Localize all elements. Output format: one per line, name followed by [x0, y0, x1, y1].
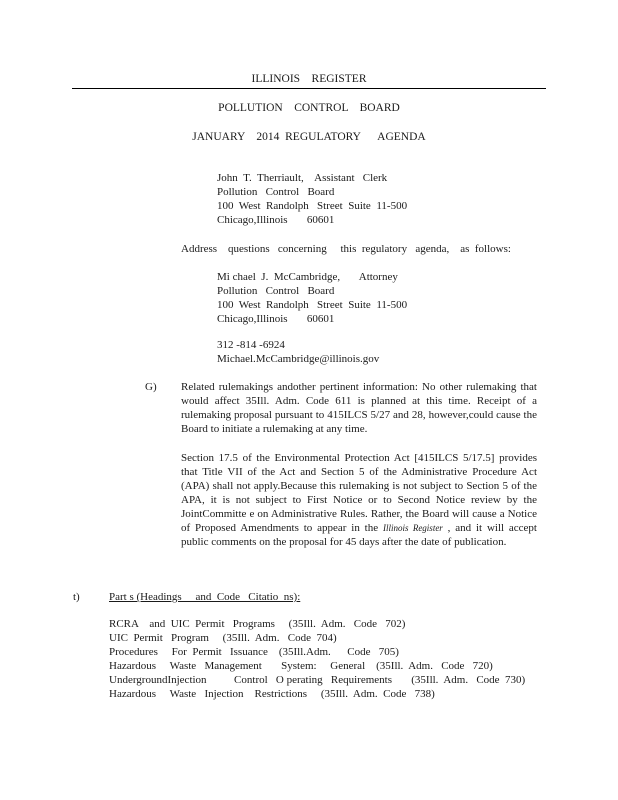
- section-g-paragraph-1: [181, 380, 537, 436]
- part-item: RCRA and UIC Permit Programs (35Ill. Adm. Code 702): [109, 618, 406, 630]
- section-g-para2: [181, 451, 537, 549]
- register-title: ILLINOIS REGISTER: [251, 73, 367, 85]
- board-title: POLLUTION CONTROL BOARD: [218, 102, 400, 114]
- contact1-line: John T. Therriault, Assistant Clerk: [217, 172, 388, 184]
- section-g-paragraph-2: [181, 451, 537, 549]
- header-divider: [72, 88, 546, 89]
- contact2-line: 100 West Randolph Street Suite 11-500: [217, 299, 408, 311]
- contact2-line: Chicago,Illinois 60601: [217, 313, 335, 325]
- contact2-line: Mi chael J. McCambridge, Attorney: [217, 271, 398, 283]
- section-t-marker: t): [73, 591, 80, 603]
- contact2-line: Pollution Control Board: [217, 285, 335, 297]
- contact1-line: Chicago,Illinois 60601: [217, 214, 335, 226]
- section-t-heading: Part s (Headings and Code Citatio ns):: [109, 591, 301, 603]
- section-g-marker: G): [145, 381, 157, 393]
- part-item: Procedures For Permit Issuance (35Ill.Adm. Code 705): [109, 646, 399, 658]
- contact1-line: Pollution Control Board: [217, 186, 335, 198]
- part-item: UndergroundInjection Control O perating Requirements (35Ill. Adm. Code 730): [109, 674, 526, 686]
- part-item: Hazardous Waste Management System: General (35Ill. Adm. Code 720): [109, 660, 493, 672]
- illinois-register-italic: Illinois Register: [382, 523, 443, 533]
- address-intro: Address questions concerning this regulatory agenda, as follows:: [181, 243, 511, 255]
- para2-text-b: , and it will accept public comments on the proposal for 45 days after the date of publication.: [181, 522, 537, 548]
- agenda-title: JANUARY 2014 REGULATORY AGENDA: [192, 131, 426, 143]
- contact1-line: 100 West Randolph Street Suite 11-500: [217, 200, 408, 212]
- part-item: Hazardous Waste Injection Restrictions (35Ill. Adm. Code 738): [109, 688, 435, 700]
- phone-number: 312 -814 -6924: [217, 339, 285, 351]
- section-g-para1-text: Related rulemakings andother pertinent information: No other rulemaking that would affect 35Ill. Adm. Code 611 is planned at this time. Receipt of a rulemaking proposal pursuant to 415ILCS 5/27 and 28, however,could cause the Board to initiate a rulemaking at any time.: [181, 381, 537, 435]
- email-address: Michael.McCambridge@illinois.gov: [217, 353, 380, 365]
- para2-text-a: Section 17.5 of the Environmental Protection Act [415ILCS 5/17.5] provides that Title VII of the Act and Section 5 of the Administrative Procedure Act (APA) shall not apply.Because this rulemaking is not subject to Section 5 of the APA, it is not subject to First Notice or to Second Notice review by the JointCommitte e on Administrative Rules. Rather, the Board will cause a Notice of Proposed Amendments to appear in the: [181, 452, 537, 534]
- part-item: UIC Permit Program (35Ill. Adm. Code 704): [109, 632, 337, 644]
